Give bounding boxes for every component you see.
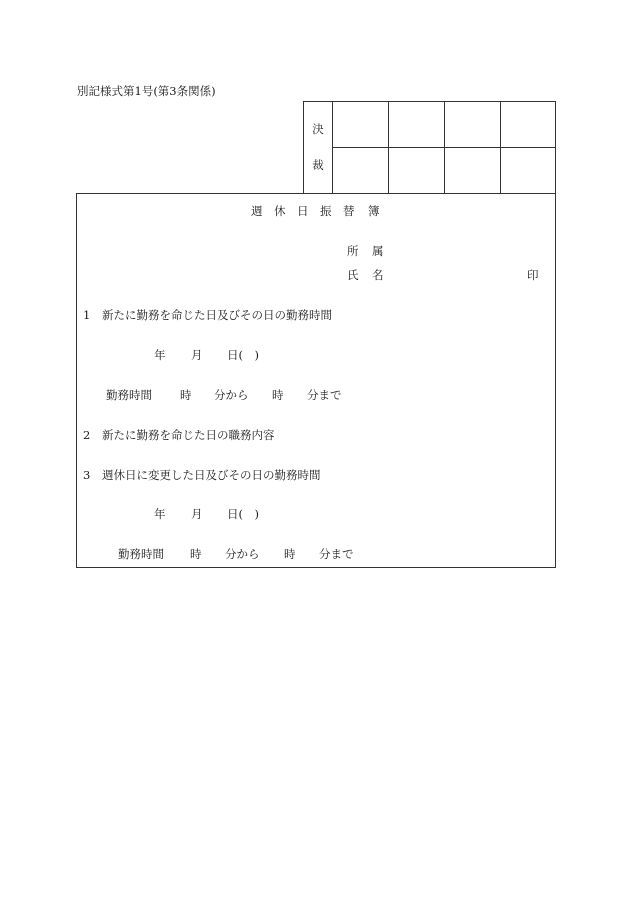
- work-hours-label: 勤務時間: [118, 547, 164, 561]
- seal-mark: 印: [527, 268, 539, 282]
- section-heading: 新たに勤務を命じた日及びその日の勤務時間: [102, 308, 332, 322]
- form-box: [76, 193, 556, 568]
- approval-grid: [303, 101, 556, 193]
- minute-to-label: 分まで: [307, 388, 342, 402]
- title-char: 日: [297, 204, 309, 218]
- form-reference: 別記様式第1号(第3条関係): [77, 84, 216, 98]
- name-label: 名: [372, 268, 384, 282]
- year-label: 年: [154, 507, 166, 521]
- title-char: 休: [274, 204, 286, 218]
- affiliation-label: 属: [372, 244, 384, 258]
- section-number: 2: [83, 428, 91, 442]
- hour-label: 時: [180, 388, 192, 402]
- minute-to-label: 分まで: [319, 547, 354, 561]
- name-label: 氏: [347, 268, 359, 282]
- affiliation-label: 所: [347, 244, 359, 258]
- title-char: 週: [251, 204, 263, 218]
- section-heading: 新たに勤務を命じた日の職務内容: [102, 428, 275, 442]
- approval-label-bottom: 裁: [312, 158, 324, 172]
- approval-row-divider: [332, 147, 555, 148]
- year-label: 年: [154, 348, 166, 362]
- minute-from-label: 分から: [214, 388, 249, 402]
- hour-label: 時: [190, 547, 202, 561]
- day-label: 日( ): [227, 507, 259, 521]
- title-char: 振: [320, 204, 332, 218]
- section-number: 1: [83, 308, 91, 322]
- day-label: 日( ): [227, 348, 259, 362]
- title-char: 簿: [368, 204, 380, 218]
- hour-label: 時: [272, 388, 284, 402]
- month-label: 月: [191, 348, 203, 362]
- approval-label-top: 決: [312, 122, 324, 136]
- work-hours-label: 勤務時間: [106, 388, 152, 402]
- section-number: 3: [83, 468, 91, 482]
- minute-from-label: 分から: [225, 547, 260, 561]
- hour-label: 時: [284, 547, 296, 561]
- section-heading: 週休日に変更した日及びその日の勤務時間: [102, 468, 321, 482]
- title-char: 替: [343, 204, 355, 218]
- month-label: 月: [191, 507, 203, 521]
